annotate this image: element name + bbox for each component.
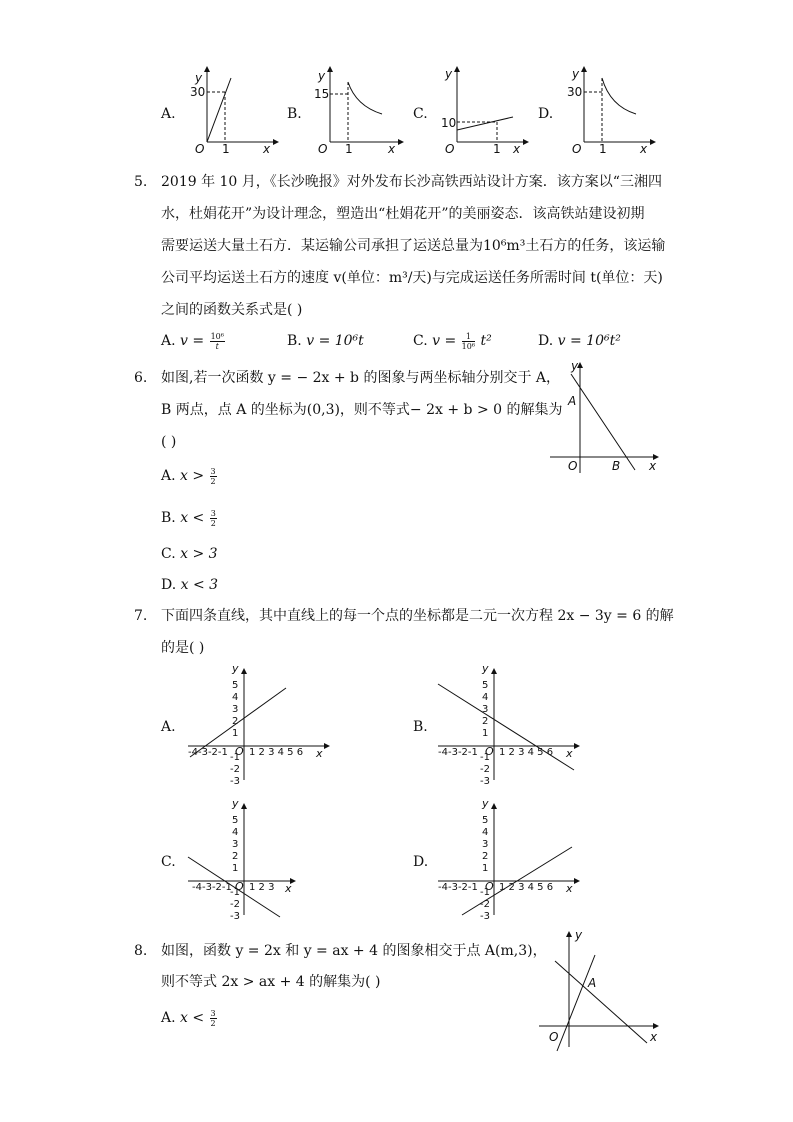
option-label: B. bbox=[161, 510, 176, 526]
option-d bbox=[538, 331, 621, 351]
point-a-label: A bbox=[588, 976, 597, 990]
point-b-label: B bbox=[612, 459, 621, 473]
numerator: 3 bbox=[210, 466, 216, 476]
question-number: 6. bbox=[134, 370, 148, 386]
option-lhs: v = 10⁶t² bbox=[557, 333, 621, 349]
fraction bbox=[462, 332, 475, 351]
axis-x-label: x bbox=[388, 142, 396, 156]
y-tick: 1 bbox=[482, 728, 489, 739]
axis-x-label: x bbox=[640, 142, 648, 156]
question-text-line: 的是( ) bbox=[161, 640, 205, 656]
y-tick: -2 bbox=[230, 899, 240, 910]
y-tick: 3 bbox=[482, 839, 489, 850]
axis-y-label: y bbox=[482, 662, 489, 675]
numerator: 3 bbox=[210, 1008, 216, 1018]
question-text-line: 需要运送大量土石方．某运输公司承担了运送总量为10⁶m³土石方的任务，该运输 bbox=[161, 238, 666, 254]
q4-option-b-label: B. bbox=[287, 106, 302, 122]
option-label: D. bbox=[161, 577, 177, 593]
axis-x-label: x bbox=[566, 882, 573, 895]
question-number: 7. bbox=[134, 608, 148, 624]
option-c bbox=[413, 331, 492, 351]
option-text: x < bbox=[180, 1010, 205, 1026]
option-text: x < 3 bbox=[180, 577, 219, 593]
origin-label: O bbox=[549, 1030, 559, 1044]
origin-label: O bbox=[485, 880, 494, 893]
y-tick: 4 bbox=[232, 827, 239, 838]
denominator: 2 bbox=[210, 1018, 216, 1028]
question-text-line: 水，杜娟花开”为设计理念，塑造出“杜娟花开”的美丽姿态．该高铁站建设初期 bbox=[161, 206, 645, 222]
origin-label: O bbox=[445, 142, 455, 156]
option-c bbox=[161, 544, 218, 564]
x-tick: 1 bbox=[345, 142, 353, 156]
y-tick: 2 bbox=[482, 716, 489, 727]
numerator: 3 bbox=[210, 508, 216, 518]
option-lhs: v = 10⁶t bbox=[306, 333, 364, 349]
question-text-line: 下面四条直线，其中直线上的每一个点的坐标都是二元一次方程 2x − 3y = 6 的解 bbox=[161, 608, 674, 624]
origin-label: O bbox=[235, 745, 244, 758]
denominator: 2 bbox=[210, 476, 216, 486]
numerator: 10⁶ bbox=[210, 331, 224, 341]
axis-y-label: y bbox=[572, 67, 580, 81]
y-tick: 1 bbox=[232, 728, 239, 739]
axis-y-label: y bbox=[318, 69, 326, 83]
x-ticks-negative: -4-3-2-1 bbox=[438, 882, 478, 893]
y-tick: -2 bbox=[480, 764, 490, 775]
axis-y-label: y bbox=[232, 662, 239, 675]
axis-x-label: x bbox=[513, 142, 521, 156]
q4-option-a-label: A. bbox=[161, 106, 176, 122]
fraction bbox=[210, 509, 217, 528]
origin-label: O bbox=[318, 142, 328, 156]
y-tick: 5 bbox=[482, 815, 489, 826]
option-label: A. bbox=[161, 468, 176, 484]
q7-option-a-label: A. bbox=[161, 719, 176, 735]
question-text-line: ( ) bbox=[161, 434, 177, 450]
option-label: C. bbox=[161, 546, 176, 562]
x-ticks-negative: -4-3-2-1 bbox=[438, 747, 478, 758]
option-label: A. bbox=[161, 1010, 176, 1026]
x-ticks-negative: -4-3-2-1 bbox=[192, 882, 232, 893]
option-label: A. bbox=[161, 333, 176, 349]
q4-graph-b bbox=[310, 60, 410, 155]
axis-y-label: y bbox=[445, 67, 453, 81]
option-b bbox=[287, 331, 364, 351]
q7-graph-b bbox=[432, 660, 582, 785]
question-number: 5. bbox=[134, 174, 148, 190]
y-tick: 4 bbox=[482, 827, 489, 838]
x-ticks-positive: 1 2 3 4 5 6 bbox=[499, 747, 554, 758]
option-lhs: v = bbox=[180, 333, 205, 349]
q8-figure bbox=[535, 925, 665, 1050]
question-text-line: 之间的函数关系式是( ) bbox=[161, 302, 303, 318]
axis-y-label: y bbox=[232, 797, 239, 810]
q7-option-d-label: D. bbox=[413, 854, 429, 870]
q4-option-c-label: C. bbox=[413, 106, 428, 122]
question-text-line: 2019 年 10 月，《长沙晚报》对外发布长沙高铁西站设计方案．该方案以“三湘四 bbox=[161, 174, 662, 190]
origin-label: O bbox=[235, 880, 244, 893]
origin-label: O bbox=[485, 745, 494, 758]
y-tick: -1 bbox=[230, 887, 240, 898]
question-number: 8. bbox=[134, 943, 148, 959]
denominator: 2 bbox=[210, 518, 216, 528]
option-a bbox=[161, 466, 218, 486]
y-tick: -1 bbox=[230, 752, 240, 763]
x-tick: 1 bbox=[493, 142, 501, 156]
q7-option-c-label: C. bbox=[161, 854, 176, 870]
y-tick: 10 bbox=[441, 116, 457, 130]
axis-x-label: x bbox=[650, 1030, 658, 1044]
option-text: x < bbox=[180, 510, 205, 526]
y-tick: 1 bbox=[232, 863, 239, 874]
q4-graph-c bbox=[435, 60, 535, 155]
y-tick: 5 bbox=[232, 815, 239, 826]
axis-x-label: x bbox=[566, 747, 573, 760]
axis-y-label: y bbox=[575, 928, 583, 942]
option-a bbox=[161, 331, 226, 351]
y-tick: 3 bbox=[232, 839, 239, 850]
y-tick: 2 bbox=[482, 851, 489, 862]
y-tick: 5 bbox=[232, 680, 239, 691]
origin-label: O bbox=[568, 459, 578, 473]
y-tick: 30 bbox=[190, 85, 206, 99]
axis-x-label: x bbox=[316, 747, 323, 760]
option-label: D. bbox=[538, 333, 554, 349]
x-tick: 1 bbox=[599, 142, 607, 156]
origin-label: O bbox=[195, 142, 205, 156]
option-a bbox=[161, 1008, 218, 1028]
numerator: 1 bbox=[462, 332, 475, 342]
y-tick: -2 bbox=[480, 899, 490, 910]
y-tick: 15 bbox=[314, 87, 330, 101]
axis-y-label: y bbox=[482, 797, 489, 810]
x-ticks-negative: -4-3-2-1 bbox=[188, 747, 228, 758]
y-tick: 4 bbox=[232, 692, 239, 703]
option-rhs: t² bbox=[480, 333, 492, 349]
option-d bbox=[161, 575, 218, 595]
x-ticks-positive: 1 2 3 4 5 6 bbox=[249, 747, 304, 758]
y-tick: 3 bbox=[482, 704, 489, 715]
question-text-line: 如图,若一次函数 y = − 2x + b 的图象与两坐标轴分别交于 A， bbox=[161, 370, 561, 386]
y-tick: -3 bbox=[230, 776, 240, 787]
axis-x-label: x bbox=[263, 142, 271, 156]
y-tick: 1 bbox=[482, 863, 489, 874]
x-tick: 1 bbox=[222, 142, 230, 156]
x-ticks-positive: 1 2 3 bbox=[249, 882, 275, 893]
y-tick: -1 bbox=[480, 752, 490, 763]
q7-graph-d bbox=[432, 795, 582, 920]
q4-graph-d bbox=[562, 60, 662, 155]
y-tick: -3 bbox=[480, 911, 490, 922]
option-label: C. bbox=[413, 333, 428, 349]
axis-y-label: y bbox=[571, 359, 579, 373]
denominator: 10⁶ bbox=[461, 341, 476, 351]
axis-y-label: y bbox=[195, 71, 203, 85]
y-tick: 3 bbox=[232, 704, 239, 715]
question-text-line: 公司平均运送土石方的速度 v(单位：m³/天)与完成运送任务所需时间 t(单位：天) bbox=[161, 270, 663, 286]
y-tick: 2 bbox=[232, 716, 239, 727]
fraction bbox=[210, 332, 225, 351]
option-lhs: v = bbox=[432, 333, 457, 349]
y-tick: -3 bbox=[480, 776, 490, 787]
question-text-line: 如图，函数 y = 2x 和 y = ax + 4 的图象相交于点 A(m,3)， bbox=[161, 943, 547, 959]
point-a-label: A bbox=[568, 394, 577, 408]
axis-x-label: x bbox=[649, 459, 657, 473]
denominator: t bbox=[215, 341, 219, 351]
question-text-line: B 两点，点 A 的坐标为(0,3)，则不等式− 2x + b > 0 的解集为 bbox=[161, 402, 563, 418]
y-tick: -1 bbox=[480, 887, 490, 898]
y-tick: 5 bbox=[482, 680, 489, 691]
option-text: x > 3 bbox=[180, 546, 218, 562]
option-b bbox=[161, 508, 218, 528]
origin-label: O bbox=[572, 142, 582, 156]
x-ticks-positive: 1 2 3 4 5 6 bbox=[499, 882, 554, 893]
q6-figure bbox=[545, 358, 665, 478]
option-label: B. bbox=[287, 333, 302, 349]
y-tick: -3 bbox=[230, 911, 240, 922]
fraction bbox=[210, 1009, 217, 1028]
y-tick: 30 bbox=[567, 85, 583, 99]
q7-graph-c bbox=[182, 795, 332, 920]
y-tick: 4 bbox=[482, 692, 489, 703]
y-tick: 2 bbox=[232, 851, 239, 862]
q7-option-b-label: B. bbox=[413, 719, 428, 735]
q7-graph-a bbox=[182, 660, 332, 785]
option-text: x > bbox=[180, 468, 205, 484]
fraction bbox=[210, 467, 217, 486]
q4-option-d-label: D. bbox=[538, 106, 554, 122]
question-text-line: 则不等式 2x > ax + 4 的解集为( ) bbox=[161, 974, 381, 990]
axis-x-label: x bbox=[285, 882, 292, 895]
y-tick: -2 bbox=[230, 764, 240, 775]
q4-graph-a bbox=[185, 60, 285, 155]
